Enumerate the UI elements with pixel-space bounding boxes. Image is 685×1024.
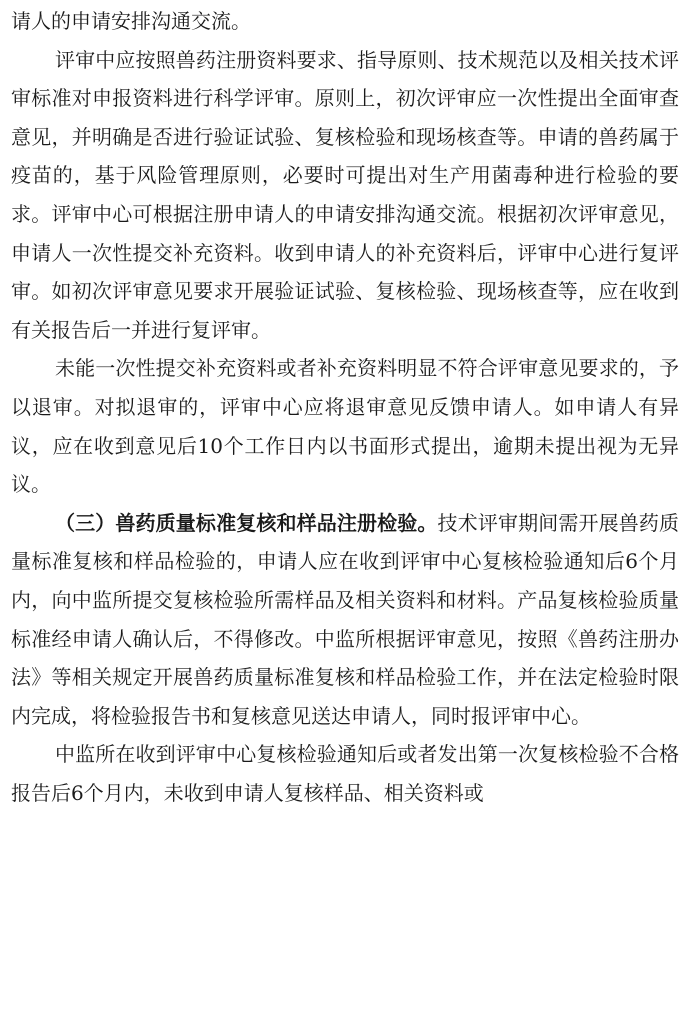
document-page [11,0,679,812]
paragraph-inspection-deadline [11,735,679,812]
paragraph-text: 技术评审期间需开展兽药质量标准复核和样品检验的，申请人应在收到评审中心复核检验通知后6个月内，向中监所提交复核检验所需样品及相关资料和材料。产品复核检验质量标准经申请人确认后，不得修改。中监所根据评审意见，按照《兽药注册办法》等相关规定开展兽药质量标准复核和样品检验工作，并在法定检验时限内完成，将检验报告书和复核意见送达申请人，同时报评审中心。 [11,510,680,728]
paragraph-withdrawal [11,349,679,503]
paragraph-technical-review [11,41,679,350]
paragraph-continuation [11,2,679,41]
paragraph-quality-standard-review [11,504,679,736]
paragraph-text: 中监所在收到评审中心复核检验通知后或者发出第一次复核检验不合格报告后6个月内，未收到申请人复核样品、相关资料或 [11,742,679,805]
section-heading: （三）兽药质量标准复核和样品注册检验。 [55,510,438,535]
paragraph-text: 未能一次性提交补充资料或者补充资料明显不符合评审意见要求的，予以退审。对拟退审的，评审中心应将退审意见反馈申请人。如申请人有异议，应在收到意见后10个工作日内以书面形式提出，逾期未提出视为无异议。 [11,356,679,497]
paragraph-text: 请人的申请安排沟通交流。 [11,9,251,33]
paragraph-text: 评审中应按照兽药注册资料要求、指导原则、技术规范以及相关技术评审标准对申报资料进行科学评审。原则上，初次评审应一次性提出全面审查意见，并明确是否进行验证试验、复核检验和现场核查等。申请的兽药属于疫苗的，基于风险管理原则，必要时可提出对生产用菌毒种进行检验的要求。评审中心可根据注册申请人的申请安排沟通交流。根据初次评审意见，申请人一次性提交补充资料。收到申请人的补充资料后，评审中心进行复评审。如初次评审意见要求开展验证试验、复核检验、现场核查等，应在收到有关报告后一并进行复评审。 [11,47,679,342]
